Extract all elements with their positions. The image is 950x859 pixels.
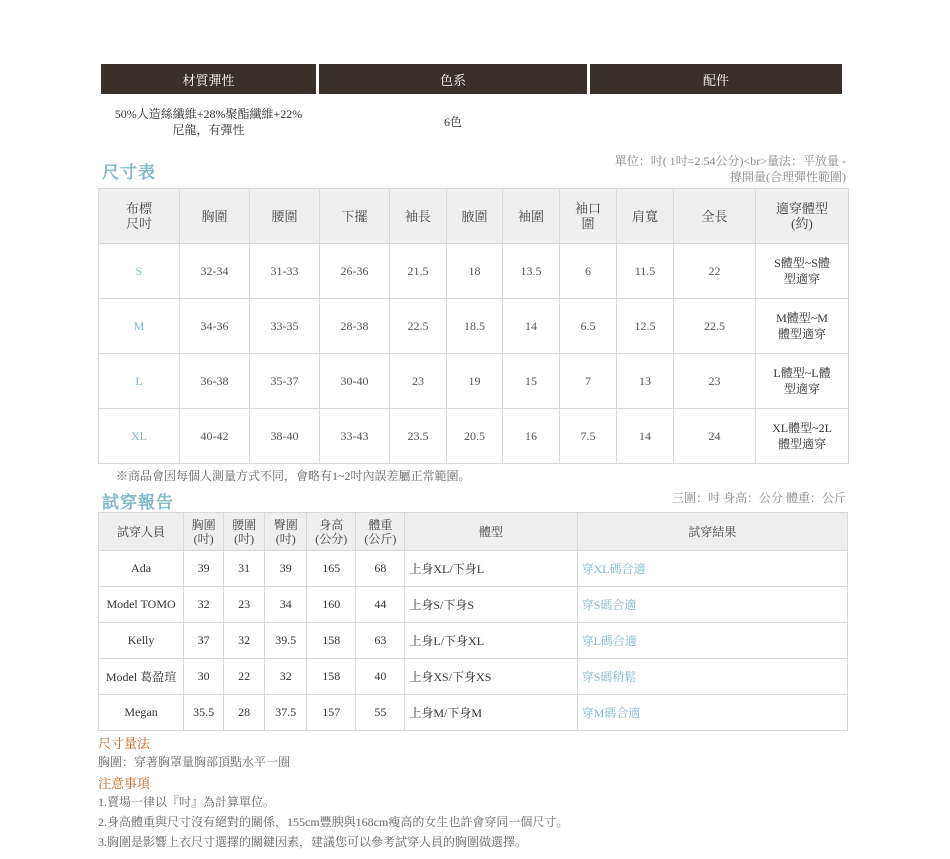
trial-result: 穿L碼合適 [577,623,847,659]
notice-title: 注意事項 [98,776,151,791]
trial-header-height-2: (公分) [315,531,348,546]
notice-item: 3.胸圍是影響上衣尺寸選擇的關鍵因素，建議您可以參考試穿人員的胸圍做選擇。 [98,835,528,849]
table-row [99,409,849,464]
table-cell: 16 [503,409,560,464]
size-chart-note-line-1: 單位：吋( 1吋=2.54公分)<br>量法：平放量 - [614,154,846,168]
size-header-cuff-2: 圍 [581,216,595,231]
spec-header-accessory [590,64,842,94]
size-chart-footnote: ※商品會因每個人測量方式不同，會略有1~2吋內誤差屬正常範圍。 [116,469,471,483]
table-cell: 40-42 [180,409,250,464]
measure-title: 尺寸量法 [98,736,151,751]
size-chart-table [98,188,849,464]
trial-name: Kelly [99,623,184,659]
notice-item: 2.身高體重與尺寸沒有絕對的關係，155cm豐腴與168cm瘦高的女生也許會穿同一個尺寸。 [98,815,569,829]
table-cell: 21.5 [390,244,447,299]
trial-bust: 39 [184,551,224,587]
size-cell: S [99,244,180,299]
fit-cell [756,409,849,464]
trial-header-shape: 體型 [405,513,577,551]
trial-hip: 32 [265,659,307,695]
trial-header-row [99,513,848,551]
measure-text: 胸圍：穿著胸罩量胸部頂點水平一圈 [98,755,291,769]
trial-bust: 35.5 [184,695,224,731]
table-cell: 6 [560,244,617,299]
fit-line-2: 體型適穿 [777,437,826,451]
trial-header-hip-2: (吋) [275,531,296,546]
trial-report-title: 試穿報告 [102,493,174,512]
trial-result: 穿XL碼合適 [577,551,847,587]
size-header-fit-2: (約) [791,216,813,231]
table-cell: 36-38 [180,354,250,409]
size-header-sleeve-width: 袖圍 [503,189,560,244]
spec-header-color [319,64,587,94]
table-cell: 32-34 [180,244,250,299]
table-cell: 12.5 [617,299,674,354]
table-cell: 13 [617,354,674,409]
table-cell: 20.5 [447,409,503,464]
trial-weight: 55 [356,695,405,731]
trial-height: 160 [307,587,356,623]
table-cell: 7 [560,354,617,409]
size-chart-title: 尺寸表 [102,163,156,182]
trial-shape: 上身XL/下身L [405,551,577,587]
fit-line-1: S體型~S體 [774,256,830,270]
spec-header-accessory-label: 配件 [702,72,729,88]
table-cell: 13.5 [503,244,560,299]
trial-name: Model 葛盈瑄 [99,659,184,695]
trial-waist: 32 [224,623,265,659]
trial-height: 158 [307,659,356,695]
table-row [99,244,849,299]
spec-color-value [319,114,587,130]
trial-header-bust [184,513,224,551]
trial-weight: 44 [356,587,405,623]
fit-cell [756,354,849,409]
trial-hip: 34 [265,587,307,623]
table-cell: 23 [674,354,756,409]
trial-header-weight-2: (公斤) [364,531,397,546]
table-row [99,354,849,409]
size-chart-header-row [99,189,849,244]
table-row [99,299,849,354]
size-header-fit [756,189,849,244]
size-chart-note-line-2: 撐開量(合理彈性範圍) [730,170,846,184]
table-cell: 22.5 [674,299,756,354]
size-header-cuff-1: 袖口 [574,201,601,216]
trial-header-hip-1: 臀圍 [273,517,298,532]
trial-header-weight-1: 體重 [368,517,393,532]
trial-name: Model TOMO [99,587,184,623]
spec-color-text: 6色 [443,115,462,129]
size-cell: L [99,354,180,409]
table-cell: 38-40 [250,409,320,464]
trial-header-waist [224,513,265,551]
table-cell: 18.5 [447,299,503,354]
size-header-label-1: 布標 [125,201,152,216]
trial-header-name: 試穿人員 [99,513,184,551]
table-cell: 28-38 [320,299,390,354]
table-row [99,659,848,695]
table-cell: 22 [674,244,756,299]
trial-header-bust-1: 胸圍 [191,517,216,532]
fit-line-1: L體型~L體 [773,366,831,380]
trial-height: 157 [307,695,356,731]
trial-bust: 37 [184,623,224,659]
notice-item: 1.賣場一律以『吋』為計算單位。 [98,795,276,809]
table-cell: 22.5 [390,299,447,354]
spec-header-color-label: 色系 [439,72,466,88]
size-header-waist: 腰圍 [250,189,320,244]
trial-header-waist-1: 腰圍 [232,517,257,532]
trial-height: 165 [307,551,356,587]
table-cell: 24 [674,409,756,464]
fit-line-2: 型適穿 [783,272,820,286]
fit-line-2: 型適穿 [783,382,820,396]
trial-header-height [307,513,356,551]
size-header-shoulder: 肩寬 [617,189,674,244]
size-header-label [99,189,180,244]
size-header-fit-1: 適穿體型 [775,201,828,216]
size-header-cuff [560,189,617,244]
trial-header-hip [265,513,307,551]
table-cell: 31-33 [250,244,320,299]
trial-header-height-1: 身高 [319,517,344,532]
table-cell: 23.5 [390,409,447,464]
size-cell: XL [99,409,180,464]
trial-shape: 上身M/下身M [405,695,577,731]
trial-name: Megan [99,695,184,731]
size-header-label-2: 尺吋 [125,216,152,231]
table-cell: 35-37 [250,354,320,409]
trial-weight: 40 [356,659,405,695]
table-row [99,551,848,587]
table-cell: 19 [447,354,503,409]
trial-result: 穿S碼合適 [577,587,847,623]
trial-result: 穿S碼稍鬆 [577,659,847,695]
fit-line-2: 體型適穿 [777,327,826,341]
table-cell: 14 [617,409,674,464]
trial-header-waist-2: (吋) [234,531,255,546]
trial-hip: 39.5 [265,623,307,659]
trial-report-unit-note: 三圍：吋 身高：公分 體重：公斤 [671,491,846,505]
table-cell: 7.5 [560,409,617,464]
table-cell: 23 [390,354,447,409]
size-cell: M [99,299,180,354]
trial-bust: 30 [184,659,224,695]
table-cell: 11.5 [617,244,674,299]
spec-header-material-label: 材質彈性 [182,72,235,88]
trial-waist: 22 [224,659,265,695]
table-cell: 33-43 [320,409,390,464]
spec-header-material [101,64,316,94]
spec-material-value [101,106,316,138]
trial-header-result: 試穿結果 [577,513,847,551]
fit-line-1: XL體型~2L [772,421,832,435]
size-header-sleeve-length: 袖長 [390,189,447,244]
table-row [99,695,848,731]
trial-waist: 23 [224,587,265,623]
table-cell: 30-40 [320,354,390,409]
table-cell: 18 [447,244,503,299]
trial-result: 穿M碼合適 [577,695,847,731]
table-row [99,623,848,659]
trial-waist: 31 [224,551,265,587]
table-cell: 33-35 [250,299,320,354]
trial-waist: 28 [224,695,265,731]
size-header-armhole: 腋圍 [447,189,503,244]
trial-bust: 32 [184,587,224,623]
size-header-length: 全長 [674,189,756,244]
trial-hip: 39 [265,551,307,587]
trial-hip: 37.5 [265,695,307,731]
fit-cell [756,244,849,299]
table-cell: 34-36 [180,299,250,354]
spec-material-line-1: 50%人造絲纖維+28%聚酯纖維+22% [114,107,303,121]
trial-shape: 上身L/下身XL [405,623,577,659]
trial-height: 158 [307,623,356,659]
table-cell: 26-36 [320,244,390,299]
trial-header-weight [356,513,405,551]
trial-shape: 上身XS/下身XS [405,659,577,695]
trial-weight: 68 [356,551,405,587]
trial-shape: 上身S/下身S [405,587,577,623]
table-row [99,587,848,623]
table-cell: 15 [503,354,560,409]
trial-report-table [98,512,848,731]
table-cell: 14 [503,299,560,354]
fit-cell [756,299,849,354]
trial-weight: 63 [356,623,405,659]
size-header-hem: 下擺 [320,189,390,244]
size-header-bust: 胸圍 [180,189,250,244]
trial-header-bust-2: (吋) [193,531,214,546]
spec-material-line-2: 尼龍，有彈性 [172,123,245,137]
fit-line-1: M體型~M [776,311,828,325]
trial-name: Ada [99,551,184,587]
table-cell: 6.5 [560,299,617,354]
size-chart-unit-note [615,153,846,185]
